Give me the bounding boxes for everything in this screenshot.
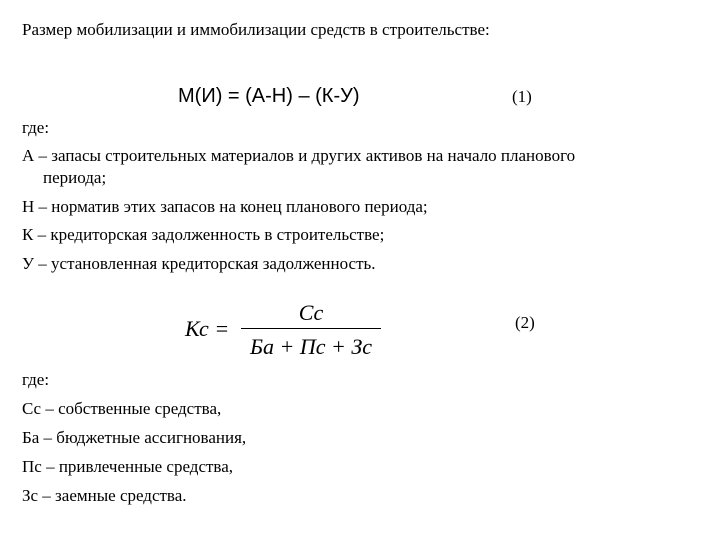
definition-ps: Пс – привлеченные средства, [22, 457, 234, 476]
definition-u: У – установленная кредиторская задолженность. [22, 254, 376, 273]
where-label-2: где: [22, 370, 50, 389]
where-label-1: где: [22, 118, 50, 137]
formula-2-numerator: Сс [298, 300, 324, 325]
definition-a-continued: периода; [43, 168, 107, 187]
formula-1-number: (1) [512, 87, 532, 106]
formula-1: М(И) = (А-Н) – (К-У) [178, 85, 360, 107]
formula-2-number: (2) [515, 313, 535, 332]
heading: Размер мобилизации и иммобилизации средств в строительстве: [22, 20, 490, 39]
formula-2-denominator: Ба + Пс + Зс [250, 334, 372, 359]
definition-a: А – запасы строительных материалов и других активов на начало планового [22, 146, 576, 165]
definition-zs: Зс – заемные средства. [22, 486, 187, 505]
definition-ba: Ба – бюджетные ассигнования, [22, 428, 247, 447]
definition-k: К – кредиторская задолженность в строительстве; [22, 225, 385, 244]
definition-ss: Сс – собственные средства, [22, 399, 222, 418]
formula-2 [185, 298, 385, 360]
formula-2-lhs: Кс = [185, 316, 230, 341]
fraction-bar [241, 328, 381, 329]
definition-n: Н – норматив этих запасов на конец планового периода; [22, 197, 428, 216]
